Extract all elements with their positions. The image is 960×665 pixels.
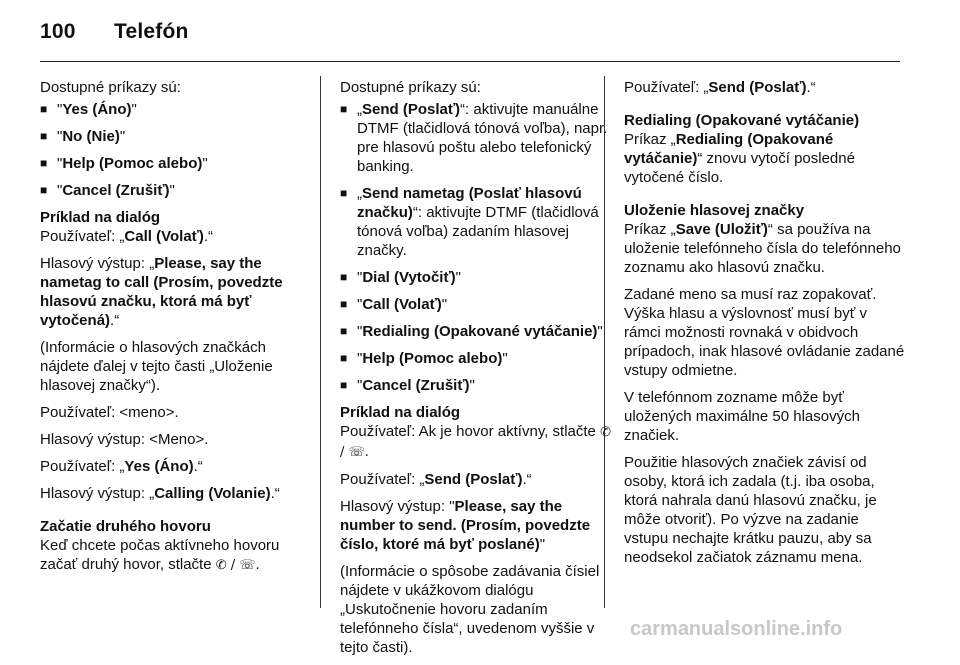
list-item: ■ "Cancel (Zrušiť)": [40, 181, 312, 200]
body-text: V telefónnom zozname môže byť uložených maximálne 50 hlasových značiek.: [624, 389, 860, 444]
list-item: ■ "Help (Pomoc alebo)": [340, 349, 612, 368]
list-item: ■ "Yes (Áno)": [40, 100, 312, 119]
info-text: (Informácie o hlasových značkách nájdete ďalej v tejto časti „Uloženie hlasovej značky“).: [40, 339, 273, 394]
list-item: ■ "Dial (Vytočiť)": [340, 268, 612, 287]
column-2: [340, 78, 612, 665]
intro-text: Dostupné príkazy sú:: [340, 79, 481, 96]
page-title: Telefón: [114, 20, 189, 43]
page-header: [40, 20, 189, 44]
dialog-line: Používateľ: „Yes (Áno).“: [40, 458, 203, 475]
phone-icon: ✆ / ☏.: [340, 425, 611, 460]
section-heading: Uloženie hlasovej značky: [624, 202, 805, 219]
page-number: 100: [40, 20, 76, 43]
intro-text: Dostupné príkazy sú:: [40, 79, 181, 96]
list-item: ■ "Help (Pomoc alebo)": [40, 154, 312, 173]
info-text: (Informácie o spôsobe zadávania čísiel nájdete v ukážkovom dialógu „Uskutočnenie hovoru zadaním telefónneho čísla“, uvedenom vyššie v tejto časti).: [340, 563, 600, 656]
phone-icon: ✆ / ☏.: [215, 558, 260, 573]
section-heading: Príklad na dialóg: [340, 404, 461, 421]
command-list: [340, 100, 612, 395]
list-item: ■ "No (Nie)": [40, 127, 312, 146]
column-3: [624, 78, 906, 575]
dialog-line: Hlasový výstup: „Calling (Volanie).“: [40, 485, 280, 502]
list-item: ■ „Send (Poslať)“: aktivujte manuálne DTMF (tlačidlová tónová voľba), napr. pre hlasovú poštu alebo telefonický banking.: [340, 100, 612, 176]
column-divider: [320, 76, 321, 608]
dialog-line: Používateľ: „Call (Volať).“: [40, 228, 214, 245]
dialog-line: Používateľ: Ak je hovor aktívny, stlačte ✆ / ☏.: [340, 423, 611, 460]
list-item: ■ "Redialing (Opakované vytáčanie)": [340, 322, 612, 341]
dialog-line: Hlasový výstup: "Please, say the number to send. (Prosím, povedzte číslo, ktoré má byť poslané)": [340, 498, 591, 553]
dialog-line: Používateľ: <meno>.: [40, 404, 179, 421]
list-item: ■ „Send nametag (Poslať hlasovú značku)“: aktivujte DTMF (tlačidlová tónová voľba) zadaním hlasovej značky.: [340, 184, 612, 260]
body-text: Zadané meno sa musí raz zopakovať. Výška hlasu a výslovnosť musí byť v rámci možnosti rovnaká v obidvoch prípadoch, inak hlasové ovládanie zadané vstupy odmietne.: [624, 286, 905, 379]
command-list: [40, 100, 312, 200]
column-1: [40, 78, 312, 583]
dialog-line: Hlasový výstup: <Meno>.: [40, 431, 209, 448]
section-heading: Začatie druhého hovoru: [40, 518, 211, 535]
list-item: ■ "Cancel (Zrušiť)": [340, 376, 612, 395]
body-text: Príkaz „Redialing (Opakované vytáčanie)“ znovu vytočí posledné vytočené číslo.: [624, 131, 855, 186]
section-heading: Príklad na dialóg: [40, 209, 161, 226]
header-rule: [40, 61, 900, 62]
dialog-line: Používateľ: „Send (Poslať).“: [340, 471, 532, 488]
body-text: Použitie hlasových značiek závisí od osoby, ktorá ich zadala (t.j. iba osoba, ktorá nahrala danú hlasovú značku, je môže otvoriť). Po výzve na zadanie vstupu nechajte krátku pauzu, aby sa neodsekol začiatok záznamu mena.: [624, 454, 877, 566]
list-item: ■ "Call (Volať)": [340, 295, 612, 314]
body-text: Príkaz „Save (Uložiť)“ sa používa na uloženie telefónneho čísla do telefónneho zoznamu ako hlasovú značku.: [624, 221, 901, 276]
dialog-line: Používateľ: „Send (Poslať).“: [624, 79, 816, 96]
dialog-line: Hlasový výstup: „Please, say the nametag to call (Prosím, povedzte hlasovú značku, ktorá má byť vytočená).“: [40, 255, 283, 329]
watermark: carmanualsonline.info: [630, 618, 843, 640]
body-text: Keď chcete počas aktívneho hovoru začať druhý hovor, stlačte ✆ / ☏.: [40, 537, 280, 573]
section-heading: Redialing (Opakované vytáčanie): [624, 112, 860, 129]
